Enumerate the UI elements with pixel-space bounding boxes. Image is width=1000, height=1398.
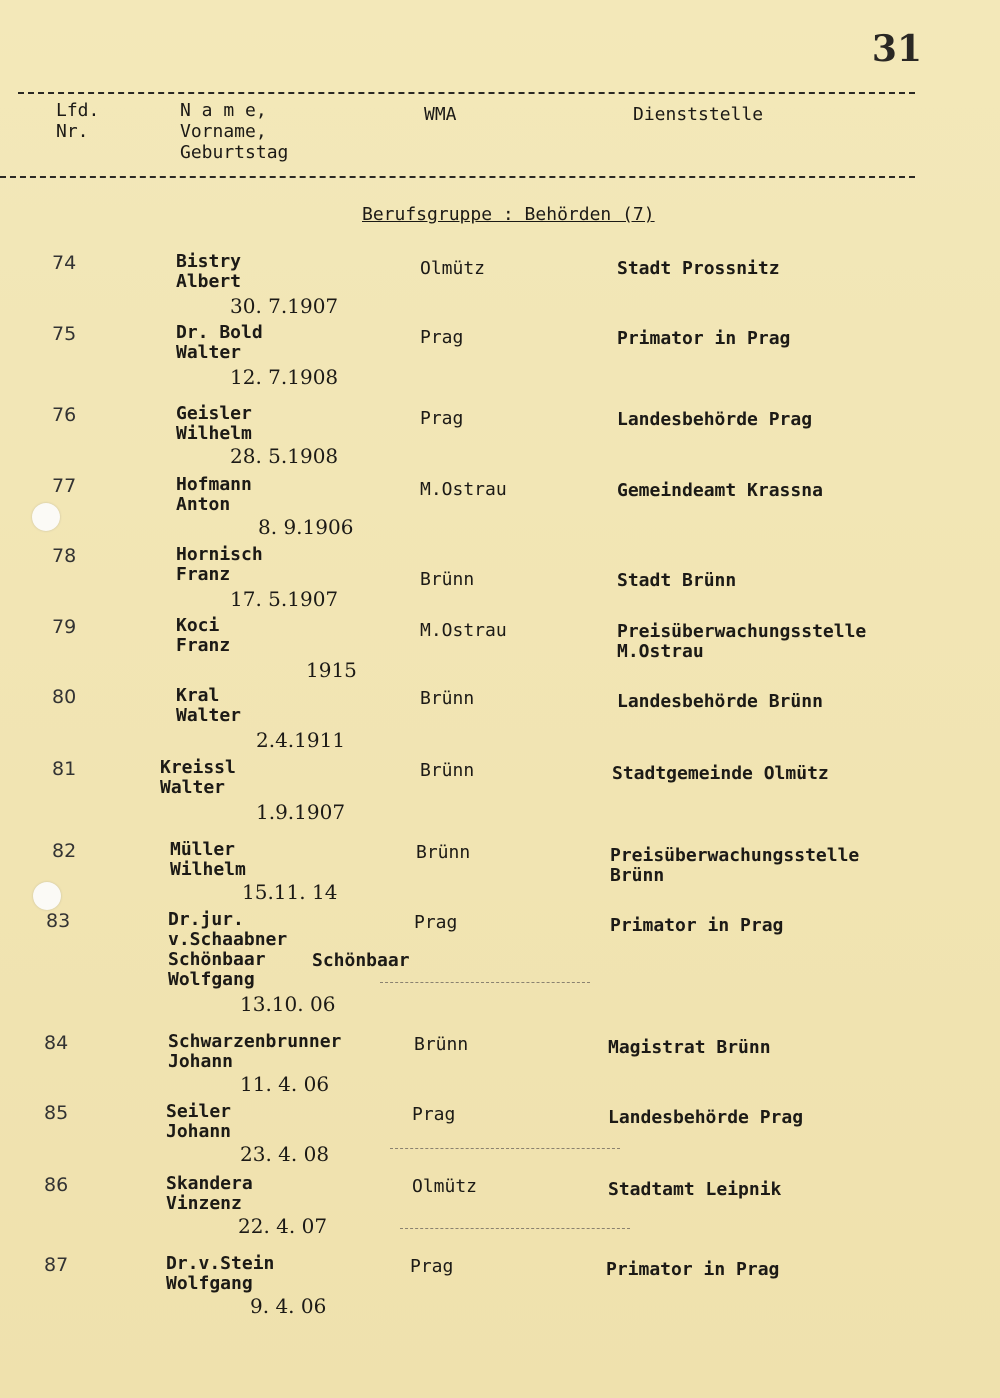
entry-number: 81 xyxy=(52,758,77,780)
entry-name: Dr. Bold Walter xyxy=(176,322,263,363)
list-item xyxy=(0,686,1000,756)
entry-wma: Olmütz xyxy=(412,1176,478,1197)
entry-dienststelle: Landesbehörde Brünn xyxy=(617,691,823,712)
header-dienststelle: Dienststelle xyxy=(633,104,764,125)
list-item xyxy=(0,1254,1000,1324)
list-item xyxy=(0,323,1000,393)
punch-hole xyxy=(33,882,61,910)
entry-name: Koci Franz xyxy=(176,615,231,656)
dotted-line xyxy=(380,982,590,983)
entry-dienststelle: Preisüberwachungsstelle Brünn xyxy=(610,845,860,886)
entry-name: Kreissl Walter xyxy=(160,757,236,798)
entry-number: 80 xyxy=(52,686,77,708)
dotted-line xyxy=(400,1228,630,1229)
list-item xyxy=(0,404,1000,474)
list-item xyxy=(0,1032,1000,1102)
entry-number: 77 xyxy=(52,475,77,497)
entry-wma: Prag xyxy=(410,1256,454,1277)
entry-dienststelle: Landesbehörde Prag xyxy=(617,409,813,430)
entry-wma: Brünn xyxy=(420,760,475,781)
header-top-rule xyxy=(18,92,915,94)
entry-number: 75 xyxy=(52,323,77,345)
entry-date: 8. 9.1906 xyxy=(258,515,354,539)
entry-name: Müller Wilhelm xyxy=(170,839,246,880)
entry-date: 12. 7.1908 xyxy=(230,365,339,389)
entry-dienststelle: Stadtgemeinde Olmütz xyxy=(612,763,829,784)
list-item xyxy=(0,1102,1000,1172)
entry-number: 86 xyxy=(44,1174,69,1196)
entry-date: 30. 7.1907 xyxy=(230,294,339,318)
header-lfd-nr: Lfd. Nr. xyxy=(56,100,100,142)
entry-dienststelle: Gemeindeamt Krassna xyxy=(617,480,823,501)
entry-name: Seiler Johann xyxy=(166,1101,232,1142)
entry-name: Geisler Wilhelm xyxy=(176,403,252,444)
entry-wma: Brünn xyxy=(416,842,471,863)
list-item xyxy=(0,252,1000,322)
entry-name: Hornisch Franz xyxy=(176,544,263,585)
entry-dienststelle: Stadt Brünn xyxy=(617,570,737,591)
header-bottom-rule xyxy=(0,176,915,178)
entry-date: 28. 5.1908 xyxy=(230,444,339,468)
entry-number: 87 xyxy=(44,1254,69,1276)
name-correction-note: Schönbaar xyxy=(312,950,410,971)
entry-wma: M.Ostrau xyxy=(420,479,507,500)
entry-wma: Prag xyxy=(420,408,464,429)
entry-dienststelle: Primator in Prag xyxy=(610,915,784,936)
entry-name: Hofmann Anton xyxy=(176,474,252,515)
page-number: 31 xyxy=(871,28,922,70)
entry-dienststelle: Primator in Prag xyxy=(606,1259,780,1280)
dotted-line xyxy=(390,1148,620,1149)
entry-name: Skandera Vinzenz xyxy=(166,1173,253,1214)
entry-wma: Prag xyxy=(420,327,464,348)
entry-wma: Brünn xyxy=(414,1034,469,1055)
list-item xyxy=(0,1174,1000,1244)
entry-name: Kral Walter xyxy=(176,685,242,726)
entry-date: 2.4.1911 xyxy=(256,728,346,752)
entry-date: 23. 4. 08 xyxy=(240,1142,330,1166)
list-item xyxy=(0,910,1000,1020)
entry-date: 15.11. 14 xyxy=(242,880,338,904)
entry-number: 82 xyxy=(52,840,77,862)
header-wma: WMA xyxy=(424,104,457,125)
entry-number: 85 xyxy=(44,1102,69,1124)
entry-dienststelle: Stadtamt Leipnik xyxy=(608,1179,782,1200)
list-item xyxy=(0,545,1000,615)
entry-name: Schwarzenbrunner Johann xyxy=(168,1031,342,1072)
entry-wma: Brünn xyxy=(420,688,475,709)
entry-dienststelle: Stadt Prossnitz xyxy=(617,258,780,279)
entry-name: Bistry Albert xyxy=(176,251,242,292)
entry-number: 84 xyxy=(44,1032,69,1054)
entry-date: 17. 5.1907 xyxy=(230,587,339,611)
section-title: Berufsgruppe : Behörden (7) xyxy=(362,204,655,225)
punch-hole xyxy=(32,503,60,531)
entry-dienststelle: Magistrat Brünn xyxy=(608,1037,771,1058)
entry-date: 1.9.1907 xyxy=(256,800,346,824)
entry-number: 74 xyxy=(52,252,77,274)
list-item xyxy=(0,616,1000,686)
header-name: N a m e, Vorname, Geburtstag xyxy=(180,100,289,163)
entry-date: 1915 xyxy=(306,658,357,682)
entry-wma: Prag xyxy=(414,912,458,933)
entry-dienststelle: Landesbehörde Prag xyxy=(608,1107,804,1128)
entry-wma: Prag xyxy=(412,1104,456,1125)
entry-name: Dr.v.Stein Wolfgang xyxy=(166,1253,275,1294)
entry-wma: Olmütz xyxy=(420,258,486,279)
entry-date: 22. 4. 07 xyxy=(238,1214,328,1238)
entry-dienststelle: Primator in Prag xyxy=(617,328,791,349)
entry-number: 78 xyxy=(52,545,77,567)
entry-number: 79 xyxy=(52,616,77,638)
entry-date: 9. 4. 06 xyxy=(250,1294,327,1318)
entry-number: 76 xyxy=(52,404,77,426)
list-item xyxy=(0,758,1000,828)
entry-number: 83 xyxy=(46,910,71,932)
entry-date: 13.10. 06 xyxy=(240,992,336,1016)
list-item xyxy=(0,475,1000,545)
entry-wma: M.Ostrau xyxy=(420,620,507,641)
entry-wma: Brünn xyxy=(420,569,475,590)
entry-dienststelle: Preisüberwachungsstelle M.Ostrau xyxy=(617,621,867,662)
entry-date: 11. 4. 06 xyxy=(240,1072,330,1096)
entry-name: Dr.jur. v.Schaabner Schönbaar Wolfgang xyxy=(168,909,288,990)
list-item xyxy=(0,840,1000,910)
